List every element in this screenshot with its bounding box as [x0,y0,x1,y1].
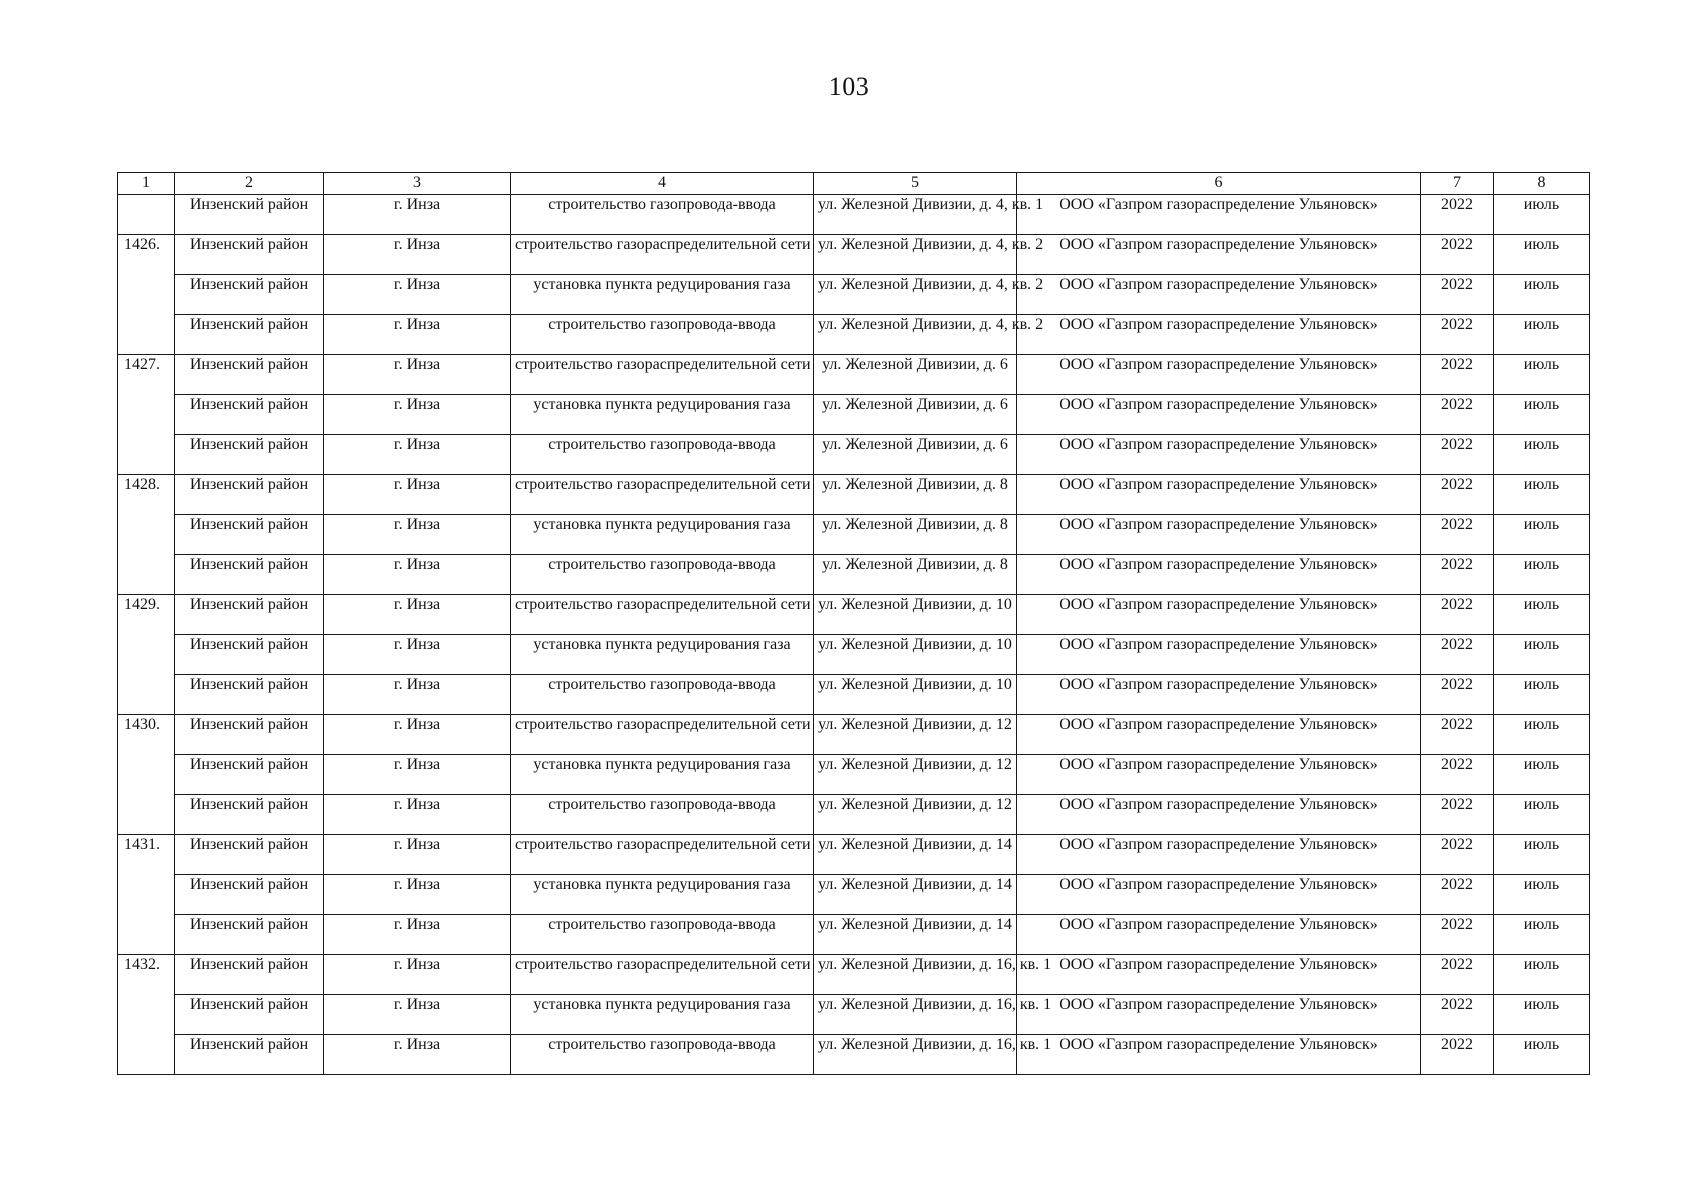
table-row [118,235,1590,275]
district-cell: Инзенский район [175,875,324,915]
organization-cell: ООО «Газпром газораспределение Ульяновск» [1017,475,1421,515]
table-row [118,875,1590,915]
address-cell: ул. Железной Дивизии, д. 6 [814,395,1017,435]
work-type-cell: строительство газопровода-ввода [511,915,814,955]
year-cell: 2022 [1421,275,1494,315]
table-row [118,955,1590,995]
district-cell: Инзенский район [175,715,324,755]
work-type-cell: строительство газопровода-ввода [511,315,814,355]
month-cell: июль [1494,395,1590,435]
row-number-cell: 1428. [118,475,175,515]
organization-cell: ООО «Газпром газораспределение Ульяновск» [1017,635,1421,675]
district-cell: Инзенский район [175,235,324,275]
table-row [118,315,1590,355]
column-header: 8 [1494,173,1590,195]
city-cell: г. Инза [324,995,511,1035]
year-cell: 2022 [1421,635,1494,675]
row-number-cell [118,555,175,595]
page-number: 103 [828,72,870,101]
city-cell: г. Инза [324,1035,511,1075]
work-type-cell: строительство газопровода-ввода [511,795,814,835]
row-number-cell: 1430. [118,715,175,755]
column-header: 1 [118,173,175,195]
year-cell: 2022 [1421,595,1494,635]
row-number-cell [118,315,175,355]
organization-cell: ООО «Газпром газораспределение Ульяновск» [1017,875,1421,915]
month-cell: июль [1494,1035,1590,1075]
city-cell: г. Инза [324,515,511,555]
year-cell: 2022 [1421,835,1494,875]
row-number-cell: 1426. [118,235,175,275]
work-type-cell: установка пункта редуцирования газа [511,995,814,1035]
year-cell: 2022 [1421,795,1494,835]
address-cell: ул. Железной Дивизии, д. 12 [814,715,1017,755]
work-type-cell: строительство газораспределительной сети [511,715,814,755]
city-cell: г. Инза [324,955,511,995]
table-row [118,355,1590,395]
city-cell: г. Инза [324,315,511,355]
month-cell: июль [1494,555,1590,595]
work-type-cell: установка пункта редуцирования газа [511,755,814,795]
district-cell: Инзенский район [175,435,324,475]
table-row [118,275,1590,315]
address-cell: ул. Железной Дивизии, д. 12 [814,755,1017,795]
row-number-cell [118,1035,175,1075]
city-cell: г. Инза [324,195,511,235]
address-cell: ул. Железной Дивизии, д. 8 [814,555,1017,595]
table-row [118,1035,1590,1075]
district-cell: Инзенский район [175,675,324,715]
district-cell: Инзенский район [175,835,324,875]
month-cell: июль [1494,595,1590,635]
organization-cell: ООО «Газпром газораспределение Ульяновск» [1017,395,1421,435]
organization-cell: ООО «Газпром газораспределение Ульяновск» [1017,355,1421,395]
district-cell: Инзенский район [175,1035,324,1075]
district-cell: Инзенский район [175,355,324,395]
month-cell: июль [1494,355,1590,395]
organization-cell: ООО «Газпром газораспределение Ульяновск» [1017,795,1421,835]
table-row [118,675,1590,715]
address-cell: ул. Железной Дивизии, д. 10 [814,635,1017,675]
year-cell: 2022 [1421,315,1494,355]
district-cell: Инзенский район [175,195,324,235]
organization-cell: ООО «Газпром газораспределение Ульяновск» [1017,995,1421,1035]
work-type-cell: строительство газораспределительной сети [511,835,814,875]
year-cell: 2022 [1421,755,1494,795]
work-type-cell: строительство газораспределительной сети [511,595,814,635]
year-cell: 2022 [1421,995,1494,1035]
row-number-cell [118,995,175,1035]
year-cell: 2022 [1421,715,1494,755]
month-cell: июль [1494,275,1590,315]
address-cell: ул. Железной Дивизии, д. 16, кв. 1 [814,1035,1017,1075]
column-header: 4 [511,173,814,195]
address-cell: ул. Железной Дивизии, д. 8 [814,515,1017,555]
month-cell: июль [1494,995,1590,1035]
row-number-cell [118,675,175,715]
work-type-cell: строительство газопровода-ввода [511,195,814,235]
table-row [118,635,1590,675]
work-type-cell: установка пункта редуцирования газа [511,635,814,675]
row-number-cell [118,635,175,675]
table-row [118,195,1590,235]
city-cell: г. Инза [324,675,511,715]
organization-cell: ООО «Газпром газораспределение Ульяновск» [1017,955,1421,995]
district-cell: Инзенский район [175,515,324,555]
organization-cell: ООО «Газпром газораспределение Ульяновск» [1017,755,1421,795]
month-cell: июль [1494,755,1590,795]
row-number-cell [118,795,175,835]
table-row [118,715,1590,755]
column-header: 5 [814,173,1017,195]
row-number-cell [118,275,175,315]
column-header: 3 [324,173,511,195]
table-row [118,515,1590,555]
city-cell: г. Инза [324,595,511,635]
month-cell: июль [1494,475,1590,515]
table-row [118,595,1590,635]
address-cell: ул. Железной Дивизии, д. 10 [814,595,1017,635]
organization-cell: ООО «Газпром газораспределение Ульяновск» [1017,235,1421,275]
year-cell: 2022 [1421,355,1494,395]
work-type-cell: установка пункта редуцирования газа [511,875,814,915]
city-cell: г. Инза [324,475,511,515]
schedule-table [117,172,1590,1075]
city-cell: г. Инза [324,395,511,435]
row-number-cell [118,435,175,475]
organization-cell: ООО «Газпром газораспределение Ульяновск» [1017,915,1421,955]
district-cell: Инзенский район [175,795,324,835]
address-cell: ул. Железной Дивизии, д. 6 [814,355,1017,395]
city-cell: г. Инза [324,555,511,595]
organization-cell: ООО «Газпром газораспределение Ульяновск» [1017,435,1421,475]
year-cell: 2022 [1421,675,1494,715]
organization-cell: ООО «Газпром газораспределение Ульяновск» [1017,515,1421,555]
district-cell: Инзенский район [175,315,324,355]
month-cell: июль [1494,795,1590,835]
organization-cell: ООО «Газпром газораспределение Ульяновск» [1017,595,1421,635]
column-header: 2 [175,173,324,195]
work-type-cell: строительство газораспределительной сети [511,475,814,515]
work-type-cell: установка пункта редуцирования газа [511,275,814,315]
work-type-cell: строительство газораспределительной сети [511,355,814,395]
district-cell: Инзенский район [175,275,324,315]
year-cell: 2022 [1421,1035,1494,1075]
district-cell: Инзенский район [175,475,324,515]
organization-cell: ООО «Газпром газораспределение Ульяновск» [1017,315,1421,355]
district-cell: Инзенский район [175,955,324,995]
work-type-cell: установка пункта редуцирования газа [511,515,814,555]
address-cell: ул. Железной Дивизии, д. 4, кв. 2 [814,315,1017,355]
organization-cell: ООО «Газпром газораспределение Ульяновск» [1017,275,1421,315]
year-cell: 2022 [1421,435,1494,475]
row-number-cell: 1431. [118,835,175,875]
year-cell: 2022 [1421,195,1494,235]
column-header: 7 [1421,173,1494,195]
row-number-cell: 1432. [118,955,175,995]
city-cell: г. Инза [324,795,511,835]
year-cell: 2022 [1421,955,1494,995]
table-row [118,555,1590,595]
address-cell: ул. Железной Дивизии, д. 14 [814,835,1017,875]
month-cell: июль [1494,715,1590,755]
month-cell: июль [1494,875,1590,915]
city-cell: г. Инза [324,435,511,475]
year-cell: 2022 [1421,875,1494,915]
table-row [118,835,1590,875]
work-type-cell: установка пункта редуцирования газа [511,395,814,435]
city-cell: г. Инза [324,355,511,395]
address-cell: ул. Железной Дивизии, д. 4, кв. 2 [814,275,1017,315]
district-cell: Инзенский район [175,595,324,635]
city-cell: г. Инза [324,835,511,875]
month-cell: июль [1494,635,1590,675]
address-cell: ул. Железной Дивизии, д. 4, кв. 2 [814,235,1017,275]
row-number-cell [118,755,175,795]
table-row [118,435,1590,475]
district-cell: Инзенский район [175,635,324,675]
organization-cell: ООО «Газпром газораспределение Ульяновск» [1017,835,1421,875]
address-cell: ул. Железной Дивизии, д. 12 [814,795,1017,835]
city-cell: г. Инза [324,875,511,915]
table-row [118,915,1590,955]
work-type-cell: строительство газораспределительной сети [511,955,814,995]
month-cell: июль [1494,435,1590,475]
address-cell: ул. Железной Дивизии, д. 10 [814,675,1017,715]
row-number-cell [118,875,175,915]
address-cell: ул. Железной Дивизии, д. 14 [814,915,1017,955]
city-cell: г. Инза [324,275,511,315]
year-cell: 2022 [1421,235,1494,275]
district-cell: Инзенский район [175,995,324,1035]
month-cell: июль [1494,235,1590,275]
district-cell: Инзенский район [175,915,324,955]
year-cell: 2022 [1421,555,1494,595]
table-row [118,755,1590,795]
month-cell: июль [1494,675,1590,715]
city-cell: г. Инза [324,755,511,795]
organization-cell: ООО «Газпром газораспределение Ульяновск» [1017,715,1421,755]
city-cell: г. Инза [324,635,511,675]
address-cell: ул. Железной Дивизии, д. 6 [814,435,1017,475]
year-cell: 2022 [1421,515,1494,555]
address-cell: ул. Железной Дивизии, д. 8 [814,475,1017,515]
district-cell: Инзенский район [175,395,324,435]
month-cell: июль [1494,915,1590,955]
city-cell: г. Инза [324,235,511,275]
row-number-cell: 1429. [118,595,175,635]
city-cell: г. Инза [324,715,511,755]
month-cell: июль [1494,315,1590,355]
row-number-cell [118,195,175,235]
column-number-row [118,173,1590,195]
work-type-cell: строительство газопровода-ввода [511,555,814,595]
year-cell: 2022 [1421,915,1494,955]
organization-cell: ООО «Газпром газораспределение Ульяновск» [1017,555,1421,595]
work-type-cell: строительство газопровода-ввода [511,435,814,475]
address-cell: ул. Железной Дивизии, д. 4, кв. 1 [814,195,1017,235]
district-cell: Инзенский район [175,555,324,595]
organization-cell: ООО «Газпром газораспределение Ульяновск» [1017,1035,1421,1075]
row-number-cell [118,515,175,555]
month-cell: июль [1494,195,1590,235]
organization-cell: ООО «Газпром газораспределение Ульяновск» [1017,195,1421,235]
work-type-cell: строительство газопровода-ввода [511,1035,814,1075]
table-row [118,475,1590,515]
organization-cell: ООО «Газпром газораспределение Ульяновск» [1017,675,1421,715]
table-row [118,795,1590,835]
table-body [118,195,1590,1075]
row-number-cell [118,915,175,955]
table-row [118,995,1590,1035]
table-row [118,395,1590,435]
address-cell: ул. Железной Дивизии, д. 16, кв. 1 [814,955,1017,995]
work-type-cell: строительство газопровода-ввода [511,675,814,715]
city-cell: г. Инза [324,915,511,955]
year-cell: 2022 [1421,395,1494,435]
column-header: 6 [1017,173,1421,195]
address-cell: ул. Железной Дивизии, д. 16, кв. 1 [814,995,1017,1035]
district-cell: Инзенский район [175,755,324,795]
row-number-cell [118,395,175,435]
address-cell: ул. Железной Дивизии, д. 14 [814,875,1017,915]
month-cell: июль [1494,515,1590,555]
work-type-cell: строительство газораспределительной сети [511,235,814,275]
row-number-cell: 1427. [118,355,175,395]
month-cell: июль [1494,835,1590,875]
year-cell: 2022 [1421,475,1494,515]
month-cell: июль [1494,955,1590,995]
